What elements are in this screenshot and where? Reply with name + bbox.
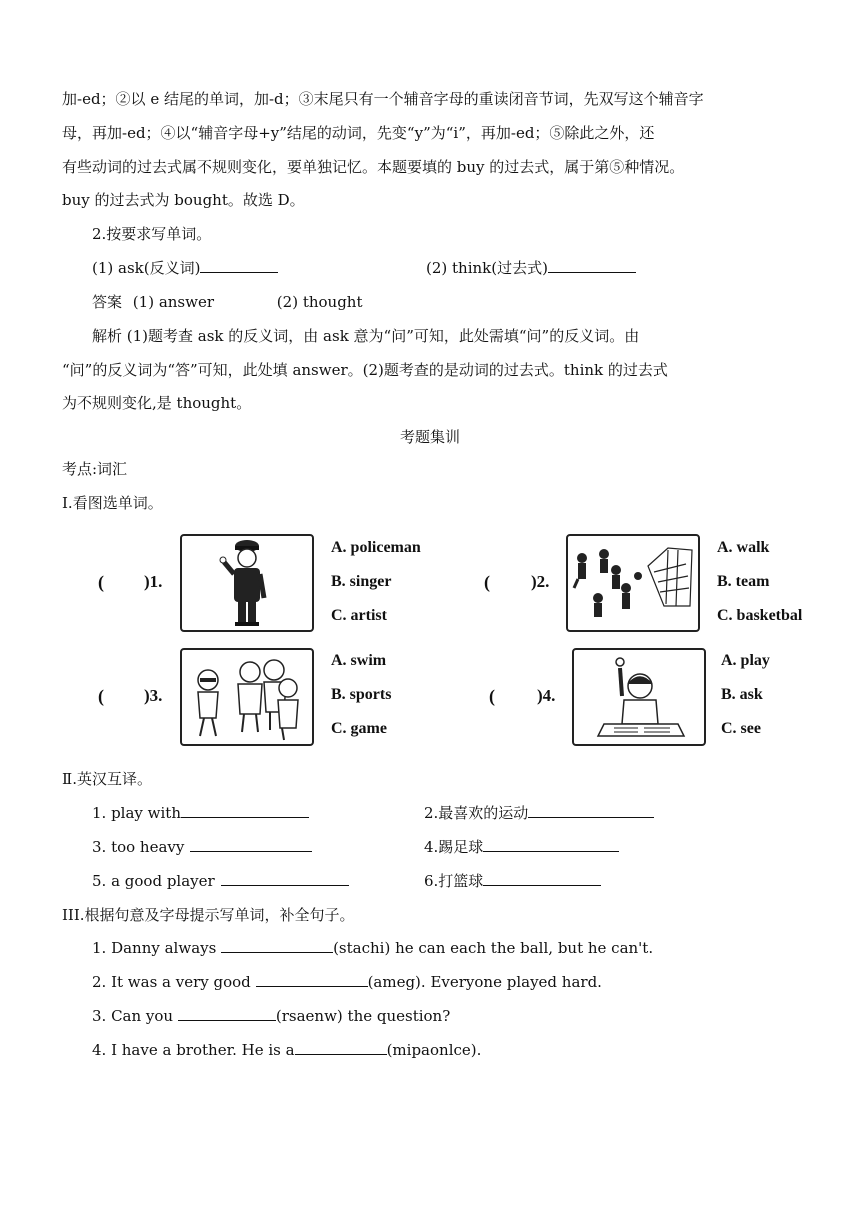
q3-option-b[interactable]: B. sports (331, 686, 392, 703)
section-title: 考题集训 (399, 428, 460, 446)
translate-blank-2[interactable] (528, 801, 654, 818)
translate-item-6-wrap (424, 864, 601, 898)
game-icon (182, 650, 312, 744)
sentence-4-start: 4. I have a brother. He is a (92, 1041, 295, 1059)
part2-row-3 (92, 864, 832, 898)
q2-title: 2.按要求写单词。 (92, 225, 212, 243)
answer-paren-4[interactable]: ( (489, 686, 495, 706)
translate-item-1: 1. play with (92, 804, 181, 822)
sentence-3-end: (rsaenw) the question? (275, 1007, 451, 1025)
q2-item2: (2) think(过去式) (426, 259, 548, 277)
q1-option-c[interactable]: C. artist (331, 607, 387, 624)
part2-title: Ⅱ.英汉互译。 (62, 770, 152, 788)
translate-item-5: 5. a good player (92, 872, 215, 890)
translate-item-4-wrap (424, 830, 619, 864)
fill-blank-4[interactable] (295, 1038, 387, 1055)
q2-item1: (1) ask(反义词) (92, 259, 201, 277)
intro-line-1: 加-ed；②以 e 结尾的单词，加-d；③末尾只有一个辅音字母的重读闭音节词，先双写这个辅音字 (62, 90, 704, 108)
question-number-4: )4. (537, 686, 556, 705)
q2-answer (92, 285, 832, 319)
translate-item-2-wrap (424, 796, 654, 830)
q4-option-b[interactable]: B. ask (721, 686, 763, 703)
game-picture (180, 648, 314, 746)
q2-blank2[interactable] (548, 256, 636, 273)
question-number-1: )1. (144, 572, 163, 591)
q2-option-a[interactable]: A. walk (717, 539, 770, 556)
sentence-2-start: 2. It was a very good (92, 973, 256, 991)
translate-item-6: 6.打篮球 (424, 872, 484, 890)
intro-line-2: 母，再加-ed；④以“辅音字母+y”结尾的动词，先变“y”为“i”，再加-ed；⑤除此之外，还 (62, 124, 655, 142)
part1-title: Ⅰ.看图选单词。 (62, 494, 163, 512)
question-number-3: )3. (144, 686, 163, 705)
analysis-line-3: 为不规则变化,是 thought。 (62, 394, 252, 412)
kaodian-label: 考点:词汇 (62, 460, 128, 478)
translate-blank-3[interactable] (190, 835, 312, 852)
answer-label: 答案 (92, 293, 123, 311)
policeman-icon (182, 536, 312, 630)
q3-option-c[interactable]: C. game (331, 720, 387, 737)
student-raising-hand-icon (574, 650, 704, 744)
intro-line-3: 有些动词的过去式属不规则变化，要单独记忆。本题要填的 buy 的过去式，属于第⑤种情况。 (62, 158, 685, 176)
fill-blank-2[interactable] (256, 970, 368, 987)
q2-blank1[interactable] (200, 256, 278, 273)
part2-row-2 (92, 830, 832, 864)
sentence-3-start: 3. Can you (92, 1007, 178, 1025)
fill-blank-3[interactable] (178, 1004, 276, 1021)
translate-blank-6[interactable] (483, 869, 601, 886)
policeman-picture (180, 534, 314, 632)
answer-paren-1[interactable]: ( (98, 572, 104, 592)
q2-item2-wrap (426, 251, 636, 285)
answer-paren-2[interactable]: ( (484, 572, 490, 592)
intro-line-4: buy 的过去式为 bought。故选 D。 (62, 191, 305, 209)
q4-option-c[interactable]: C. see (721, 720, 761, 737)
fill-sentence-3 (92, 999, 832, 1033)
translate-item-3: 3. too heavy (92, 838, 185, 856)
analysis-line-2: “问”的反义词为“答”可知，此处填 answer。(2)题考查的是动词的过去式。think 的过去式 (62, 361, 668, 379)
translate-item-4: 4.踢足球 (424, 838, 484, 856)
sentence-1-end: (stachi) he can each the ball, but he can't. (333, 939, 654, 957)
part2-row-1 (92, 796, 832, 830)
fill-sentence-1 (92, 931, 832, 965)
q1-option-b[interactable]: B. singer (331, 573, 392, 590)
q4-option-a[interactable]: A. play (721, 652, 770, 669)
fill-sentence-4 (92, 1033, 832, 1067)
answer-2: (2) thought (276, 293, 363, 311)
sentence-1-start: 1. Danny always (92, 939, 222, 957)
translate-blank-5[interactable] (221, 869, 349, 886)
translate-blank-1[interactable] (181, 801, 309, 818)
answer-1: (1) answer (132, 293, 215, 311)
soccer-team-picture (566, 534, 700, 632)
question-number-2: )2. (531, 572, 550, 591)
translate-item-2: 2.最喜欢的运动 (424, 804, 529, 822)
q1-option-a[interactable]: A. policeman (331, 539, 421, 556)
q2-option-b[interactable]: B. team (717, 573, 770, 590)
analysis-line-1: 解析 (1)题考查 ask 的反义词，由 ask 意为“问”可知，此处需填“问”的反义词。由 (92, 327, 640, 345)
q2-items (92, 251, 832, 285)
sentence-4-end: (mipaonlce). (386, 1041, 482, 1059)
translate-blank-4[interactable] (483, 835, 619, 852)
fill-blank-1[interactable] (221, 936, 333, 953)
sentence-2-end: (ameg). Everyone played hard. (367, 973, 602, 991)
part3-title: III.根据句意及字母提示写单词，补全句子。 (62, 906, 355, 924)
fill-sentence-2 (92, 965, 832, 999)
answer-paren-3[interactable]: ( (98, 686, 104, 706)
q3-option-a[interactable]: A. swim (331, 652, 387, 669)
q2-option-c[interactable]: C. basketbal (717, 607, 803, 624)
student-raising-hand-picture (572, 648, 706, 746)
soccer-team-icon (568, 536, 698, 630)
